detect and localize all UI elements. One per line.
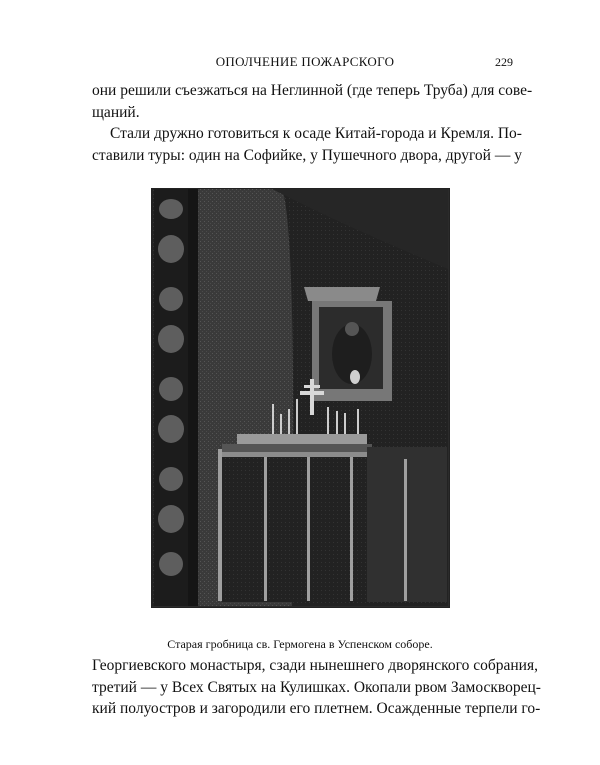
- running-head: [0, 52, 600, 72]
- paragraph-bottom: [92, 655, 541, 720]
- figure-caption: Старая гробница св. Гермогена в Успенском соборе.: [167, 637, 433, 651]
- running-title: ОПОЛЧЕНИЕ ПОЖАРСКОГО: [215, 54, 395, 69]
- text-line: Георгиевского монастыря, сзади нынешнего дворянского собрания,: [92, 657, 538, 674]
- tomb-photo-image: [152, 189, 448, 606]
- page-number: 229: [495, 55, 513, 69]
- photo-figure: [151, 188, 450, 608]
- text-line: щаний.: [92, 103, 140, 121]
- paragraph-top: [92, 80, 533, 166]
- text-line: кий полуостров и загородили его плетнем. Осажденные терпели го-: [92, 700, 541, 717]
- text-line: Стали дружно готовиться к осаде Китай-города и Кремля. По-: [110, 125, 522, 142]
- text-line: третий — у Всех Святых на Кулишках. Окопали рвом Замоскворец-: [92, 678, 541, 696]
- text-line: ставили туры: один на Софийке, у Пушечного двора, другой — у: [92, 146, 522, 164]
- text-line: они решили съезжаться на Неглинной (где теперь Труба) для сове-: [92, 82, 533, 99]
